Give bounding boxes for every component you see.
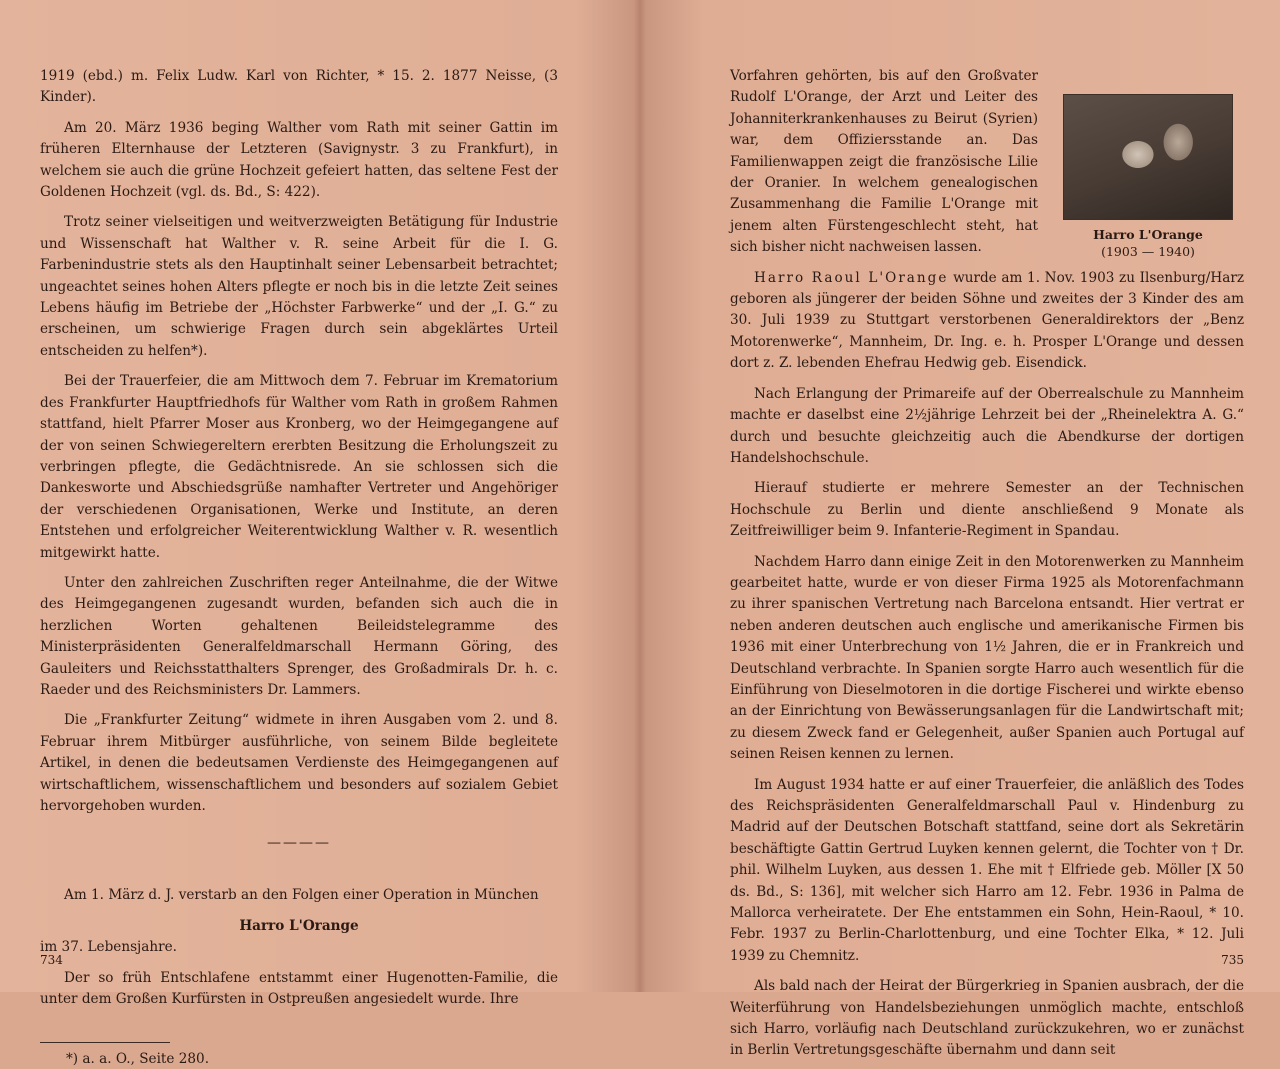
portrait-photo (1063, 94, 1233, 220)
photo-caption-years: (1903 — 1940) (1101, 244, 1195, 259)
portrait-figure (1052, 94, 1244, 260)
paragraph: Nachdem Harro dann einige Zeit in den Motorenwerken zu Mannheim gearbeitet hatte, wurde er von dieser Firma 1925 als Motorenfachmann zu ihrer spanischen Vertretung nach Barcelona entsandt. Hier vertrat er neben anderen deutschen auch englische und amerikanische Firmen bis 1936 mit einer Unterbrechung von 1½ Jahren, die er in Frankreich und Deutschland verbrachte. In Spanien sorgte Harro auch wesentlich für die Einführung von Dieselmotoren in die dortige Fischerei und wirkte ebenso an der Einrichtung von Bewässerungsanlagen für die Landwirtschaft mit; zu diesem Zweck fand er Gelegenheit, außer Spanien auch Portugal auf seinen Reisen kennen zu lernen. (730, 553, 1244, 763)
left-page (0, 0, 630, 1068)
person-name: Harro Raoul L'Orange (754, 269, 949, 286)
right-page (640, 0, 1280, 1059)
paragraph: Die „Frankfurter Zeitung“ widmete in ihren Ausgaben vom 2. und 8. Februar ihrem Mitbürger ausführliche, von seinem Bilde begleitete Artikel, in denen die bedeutsamen Verdienste des Heimgegangenen auf wirtschaftlichem, wissenschaftlichem und besonders auf sozialem Gebiet hervorgehoben wurden. (40, 712, 558, 814)
paragraph: Als bald nach der Heirat der Bürgerkrieg in Spanien ausbrach, der die Weiterführung von Handelsbeziehungen unmöglich machte, entschloß sich Harro, vorläufig nach Deutschland zurückzukehren, wo er zunächst in Berlin Vertretungsgeschäfte übernahm und dann seit (730, 978, 1244, 1059)
paragraph: Vorfahren gehörten, bis auf den Großvater Rudolf L'Orange, der Arzt und Leiter des Johanniterkrankenhauses zu Beirut (Syrien) war, dem Offiziersstande an. Das Familienwappen zeigt die französische Lilie der Oranier. In welchem genealogischen Zusammenhang die Familie L'Orange mit jenem alten Fürstengeschlecht steht, hat sich bisher nicht nachweisen lassen. (730, 68, 1038, 256)
name-heading: Harro L'Orange (239, 917, 359, 934)
paragraph: Bei der Trauerfeier, die am Mittwoch dem 7. Februar im Krematorium des Frankfurter Hauptfriedhofs für Walther vom Rath in großem Rahmen stattfand, hielt Pfarrer Moser aus Kronberg, wo der Heimgegangene auf der von seinen Schwiegereltern ererbten Besitzung die Erholungszeit zu verbringen pflegte, die Gedächtnisrede. An sie schlossen sich die Dankesworte und Abschiedsgrüße namhafter Vertreter und Angehöriger der verschiedenen Organisationen, Werke und Institute, an deren Entstehen und erfolgreicher Weiterentwicklung Walther v. R. wesentlich mitgewirkt hatte. (40, 373, 558, 561)
photo-caption-name: Harro L'Orange (1093, 227, 1203, 242)
paragraph: 1919 (ebd.) m. Felix Ludw. Karl von Richter, * 15. 2. 1877 Neisse, (3 Kinder). (40, 68, 558, 106)
page-number: 734 (40, 953, 63, 967)
footnote: *) a. a. O., Seite 280. (66, 1051, 210, 1068)
paragraph-text: wurde am 1. Nov. 1903 zu Ilsenburg/Harz geboren als jüngerer der beiden Söhne und zweites der 3 Kinder des am 30. Juli 1939 zu Stuttgart verstorbenen Generaldirektors der „Benz Motorenwerke“, Mannheim, Dr. Ing. e. h. Prosper L'Orange und dessen dort z. Z. lebenden Ehefrau Hedwig geb. Eisendick. (730, 269, 1244, 372)
section-divider: ———— (267, 835, 331, 852)
paragraph: Nach Erlangung der Primareife auf der Oberrealschule zu Mannheim machte er daselbst eine 2½jährige Lehrzeit bei der „Rheinelektra A. G.“ durch und besuchte gleichzeitig auch die Abendkurse der dortigen Handelshochschule. (730, 385, 1244, 466)
paragraph: Unter den zahlreichen Zuschriften reger Anteilnahme, die der Witwe des Heimgegangenen zugesandt wurden, befanden sich auch die in herzlichen Worten gehaltenen Beileidstelegramme des Ministerpräsidenten Generalfeldmarschall Hermann Göring, des Gauleiters und Reichsstatthalters Sprenger, des Großadmirals Dr. h. c. Raeder und des Reichsministers Dr. Lammers. (40, 574, 558, 698)
paragraph: Hierauf studierte er mehrere Semester an der Technischen Hochschule zu Berlin und diente anschließend 9 Monate als Zeitfreiwilliger beim 9. Infanterie-Regiment in Spandau. (730, 480, 1244, 540)
paragraph: Im August 1934 hatte er auf einer Trauerfeier, die anläßlich des Todes des Reichspräsidenten Generalfeldmarschall Paul v. Hindenburg zu Madrid auf der Deutschen Botschaft stattfand, seine dort als Sekretärin beschäftigte Gattin Gertrud Luyken kennen gelernt, die Tochter von † Dr. phil. Wilhelm Luyken, aus dessen 1. Ehe mit † Elfriede geb. Möller [X 50 ds. Bd., S: 136], mit welcher sich Harro am 12. Febr. 1936 in Palma de Mallorca verheiratete. Der Ehe entstammen ein Sohn, Hein-Raoul, * 10. Febr. 1937 zu Berlin-Charlottenburg, und eine Tochter Elka, * 12. Juli 1939 zu Chemnitz. (730, 776, 1244, 964)
death-notice: Am 1. März d. J. verstarb an den Folgen einer Operation in München (64, 887, 539, 904)
footnote-rule (40, 1042, 170, 1043)
paragraph (730, 268, 1244, 375)
page-number: 735 (1221, 953, 1244, 967)
paragraph: Am 20. März 1936 beging Walther vom Rath mit seiner Gattin im früheren Elternhause der Letzteren (Savignystr. 3 zu Frankfurt), in welchem sie auch die grüne Hochzeit gefeiert hatten, das seltene Fest der Goldenen Hochzeit (vgl. ds. Bd., S: 422). (40, 119, 558, 201)
paragraph: Der so früh Entschlafene entstammt einer Hugenotten-Familie, die unter dem Großen Kurfürsten in Ostpreußen angesiedelt wurde. Ihre (40, 969, 558, 1008)
paragraph: Trotz seiner vielseitigen und weitverzweigten Betätigung für Industrie und Wissenschaft hat Walther v. R. seine Arbeit für die I. G. Farbenindustrie stets als den Hauptinhalt seiner Lebensarbeit betrachtet; ungeachtet seines hohen Alters pflegte er noch bis in die letzte Zeit seines Lebens häufig im Betriebe der „Höchster Farbwerke“ und der „I. G.“ zu erscheinen, um schwierige Fragen durch sein abgeklärtes Urteil entscheiden zu helfen*). (40, 214, 558, 359)
age-line: im 37. Lebensjahre. (40, 939, 177, 956)
